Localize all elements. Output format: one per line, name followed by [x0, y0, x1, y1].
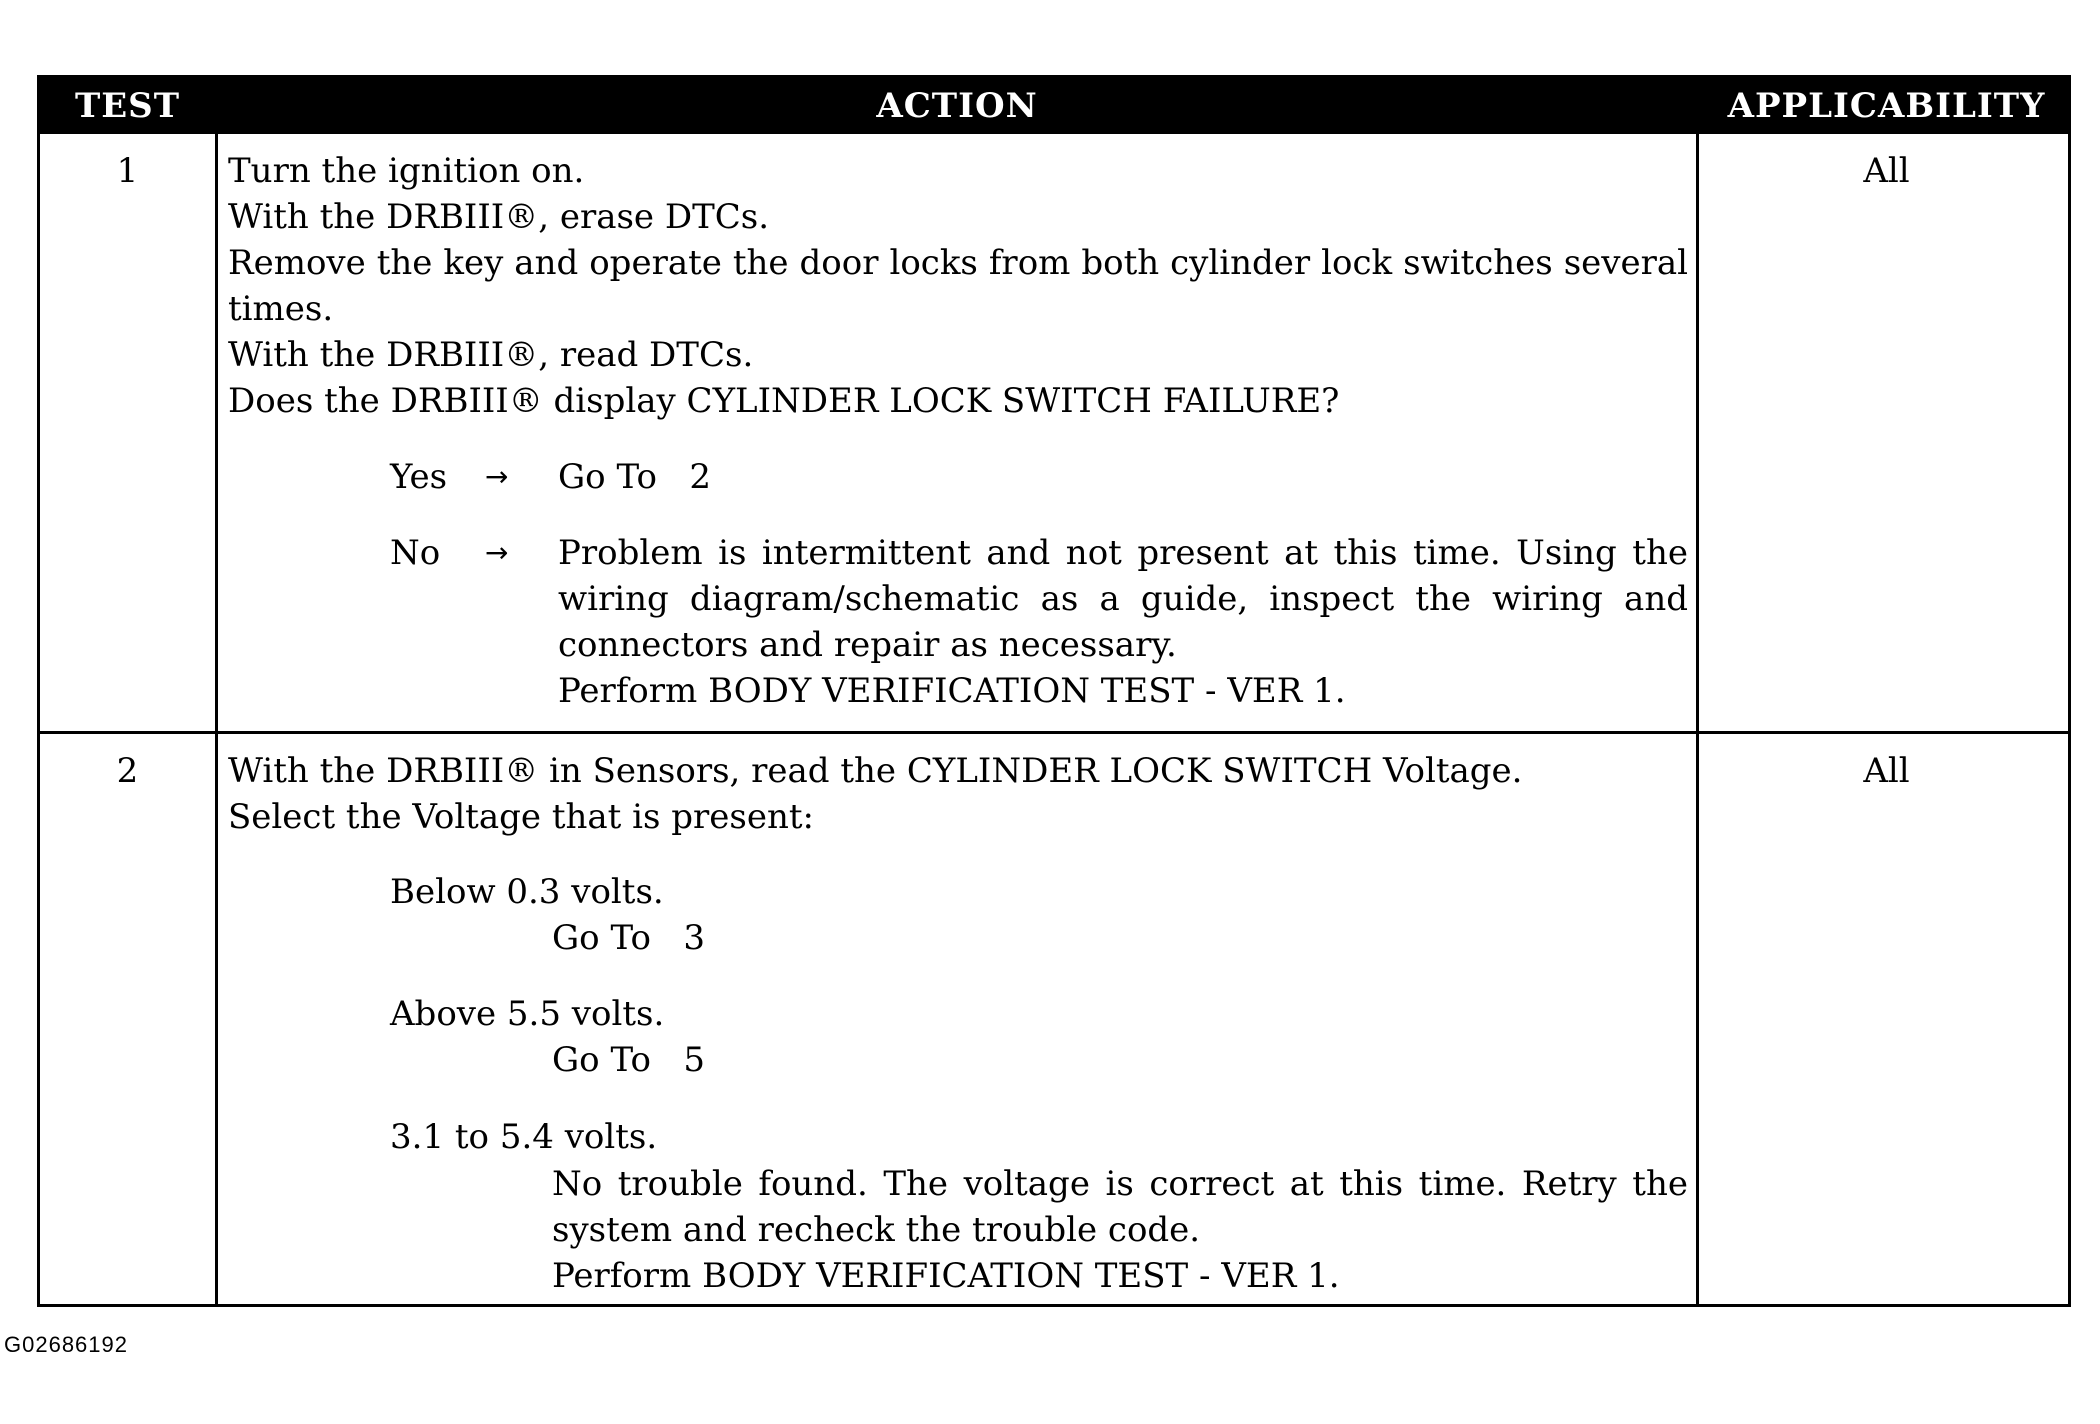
figure-id: G02686192	[4, 1332, 128, 1357]
answer-result: Go To 5	[552, 1040, 705, 1080]
answer-label: Below 0.3 volts.	[390, 872, 664, 912]
action-step: Select the Voltage that is present:	[228, 797, 814, 837]
answer-label: No	[390, 533, 441, 573]
test-number: 1	[116, 151, 139, 191]
arrow-icon: →	[485, 460, 509, 493]
answer-result: Go To 2	[558, 457, 711, 497]
applicability-value: All	[1863, 751, 1910, 791]
table-header	[40, 78, 2068, 134]
answer-result: Problem is intermittent and not present at this time. Using the wiring diagram/schematic as a guide, inspect the wiring and connectors and repair as necessary.	[558, 533, 1688, 665]
action-step: With the DRBIII® in Sensors, read the CYLINDER LOCK SWITCH Voltage.	[228, 751, 1523, 791]
answer-label: Above 5.5 volts.	[390, 994, 665, 1034]
answer-label: Yes	[390, 457, 448, 497]
diagnostic-test-table	[37, 75, 2071, 1307]
action-step: Turn the ignition on.	[228, 151, 585, 191]
answer-result: Perform BODY VERIFICATION TEST - VER 1.	[552, 1256, 1340, 1296]
action-step: With the DRBIII®, read DTCs.	[228, 335, 754, 375]
header-test: TEST	[74, 86, 181, 126]
applicability-value: All	[1863, 151, 1910, 191]
column-divider	[215, 134, 218, 1304]
action-step: With the DRBIII®, erase DTCs.	[228, 197, 770, 237]
answer-result: Perform BODY VERIFICATION TEST - VER 1.	[558, 671, 1346, 711]
column-divider	[1696, 134, 1699, 1304]
action-step: Remove the key and operate the door locks from both cylinder lock switches several times.	[228, 243, 1688, 329]
answer-result: No trouble found. The voltage is correct at this time. Retry the system and recheck the trouble code.	[552, 1164, 1688, 1250]
row-divider	[40, 731, 2068, 734]
answer-label: 3.1 to 5.4 volts.	[390, 1117, 658, 1157]
action-step: Does the DRBIII® display CYLINDER LOCK SWITCH FAILURE?	[228, 381, 1340, 421]
answer-result: Go To 3	[552, 918, 705, 958]
arrow-icon: →	[485, 536, 509, 569]
test-number: 2	[116, 751, 139, 791]
header-applicability: APPLICABILITY	[1727, 86, 2046, 126]
header-action: ACTION	[876, 86, 1038, 126]
